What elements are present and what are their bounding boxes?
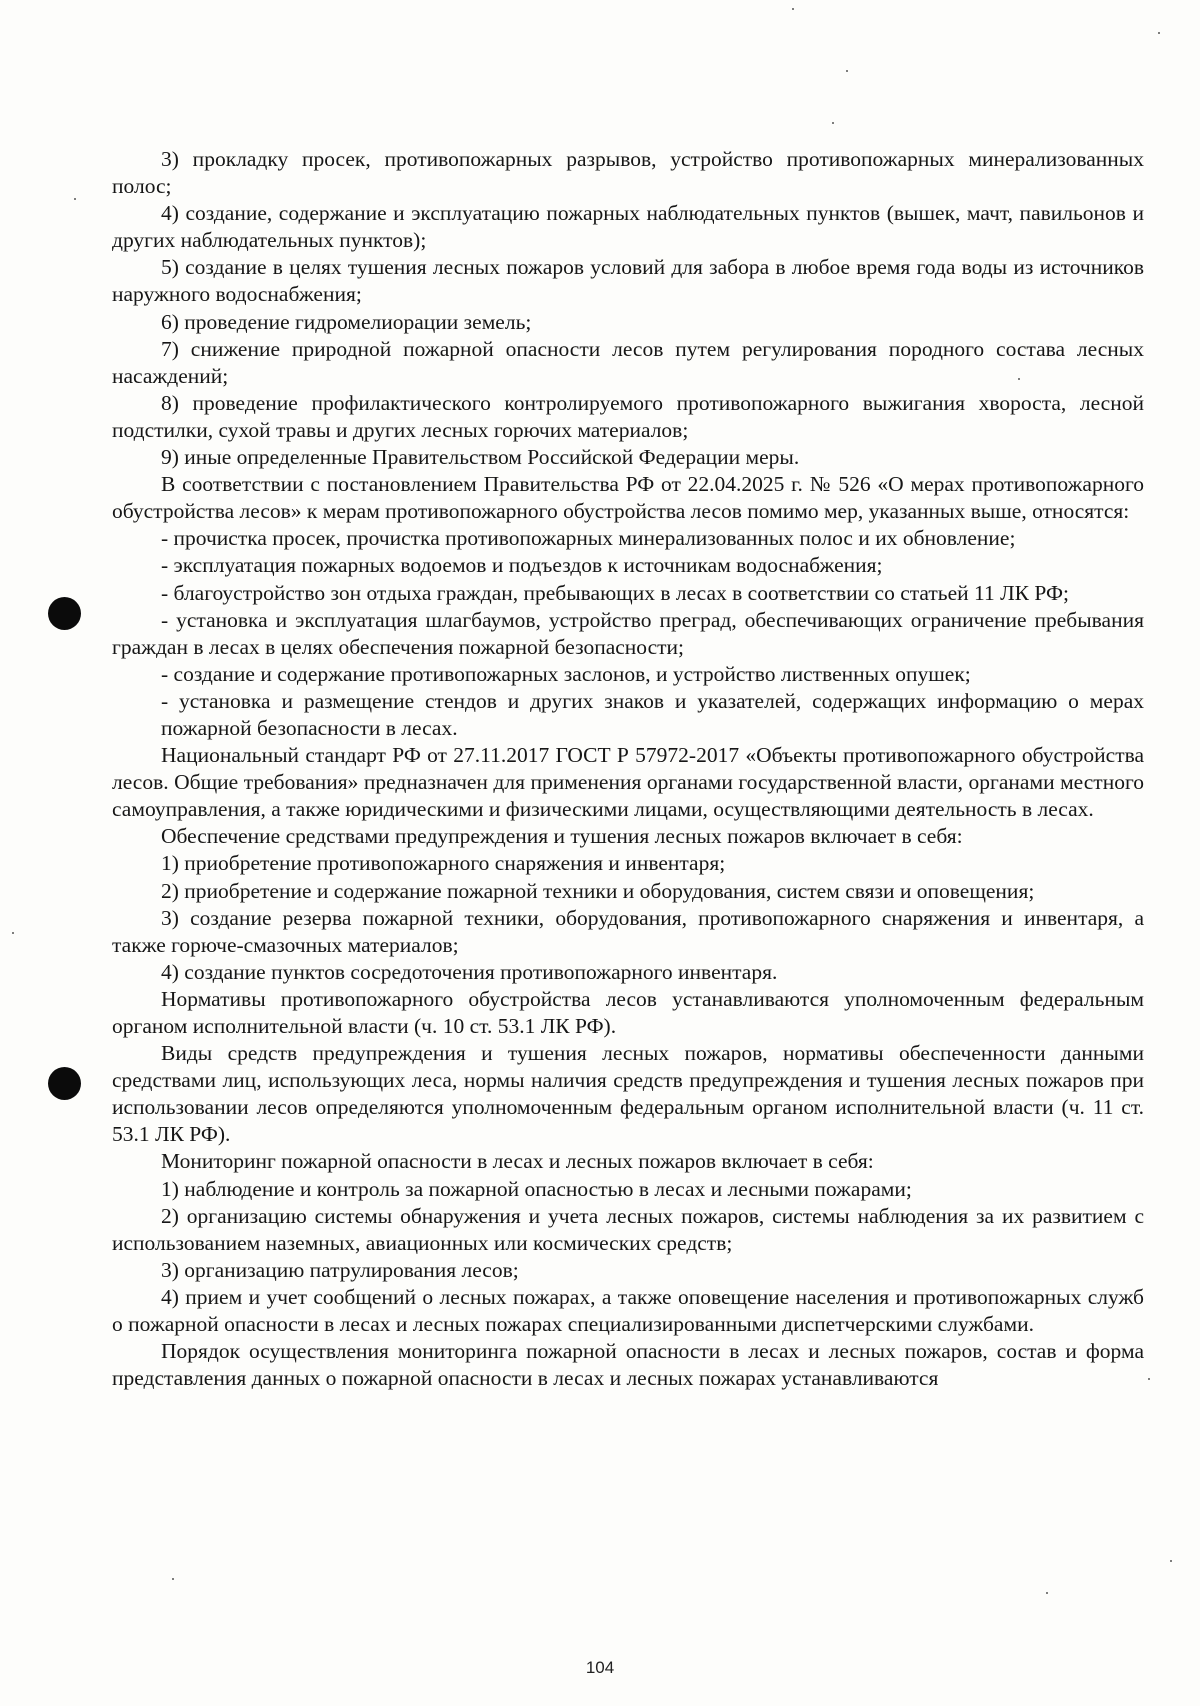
paragraph: 2) приобретение и содержание пожарной техники и оборудования, систем связи и оповещения; xyxy=(161,878,1035,903)
paragraph: Мониторинг пожарной опасности в лесах и лесных пожаров включает в себя: xyxy=(161,1149,874,1174)
paragraph: 6) проведение гидромелиорации земель; xyxy=(161,309,532,334)
list-item: - создание и содержание противопожарных заслонов, и устройство лиственных опушек; xyxy=(161,661,971,686)
scan-speck xyxy=(1148,1378,1150,1380)
document-body xyxy=(112,146,1144,1392)
paragraph: 5) создание в целях тушения лесных пожаров условий для забора в любое время года воды из источников наружного водоснабжения; xyxy=(112,255,1144,307)
paragraph: 4) создание пунктов сосредоточения противопожарного инвентаря. xyxy=(161,959,778,984)
paragraph: 1) приобретение противопожарного снаряжения и инвентаря; xyxy=(161,851,726,876)
paragraph: 7) снижение природной пожарной опасности лесов путем регулирования породного состава лесных насаждений; xyxy=(112,336,1144,388)
scan-speck xyxy=(846,70,848,72)
paragraph: Национальный стандарт РФ от 27.11.2017 ГОСТ Р 57972-2017 «Объекты противопожарного обустройства лесов. Общие требования» предназначен для применения органами государственной власти, органами местного самоуправления, а также юридическими и физическими лицами, осуществляющими деятельность в лесах. xyxy=(112,743,1144,822)
paragraph: 3) прокладку просек, противопожарных разрывов, устройство противопожарных минерализованных полос; xyxy=(112,147,1144,199)
scan-speck xyxy=(172,1578,174,1580)
paragraph: Виды средств предупреждения и тушения лесных пожаров, нормативы обеспеченности данными средствами лиц, использующих леса, нормы наличия средств предупреждения и тушения лесных пожаров при использовании лесов определяются уполномоченным федеральным органом исполнительной власти (ч. 11 ст. 53.1 ЛК РФ). xyxy=(112,1041,1144,1147)
paragraph: 3) создание резерва пожарной техники, оборудования, противопожарного снаряжения и инвентаря, а также горюче-смазочных материалов; xyxy=(112,905,1144,957)
scan-speck xyxy=(12,932,14,934)
paragraph: Нормативы противопожарного обустройства лесов устанавливаются уполномоченным федеральным органом исполнительной власти (ч. 10 ст. 53.1 ЛК РФ). xyxy=(112,986,1144,1038)
scan-speck xyxy=(1170,1560,1172,1562)
list-item: - установка и размещение стендов и других знаков и указателей, содержащих информацию о мерах пожарной безопасности в лесах. xyxy=(161,688,1144,740)
paragraph: В соответствии с постановлением Правительства РФ от 22.04.2025 г. № 526 «О мерах противопожарного обустройства лесов» к мерам противопожарного обустройства лесов помимо мер, указанных выше, относятся: xyxy=(112,472,1144,524)
paragraph: 9) иные определенные Правительством Российской Федерации меры. xyxy=(161,445,800,470)
punch-hole-mark xyxy=(48,1067,81,1100)
list-item: - прочистка просек, прочистка противопожарных минерализованных полос и их обновление; xyxy=(161,526,1016,551)
paragraph: 3) организацию патрулирования лесов; xyxy=(161,1257,519,1282)
paragraph: Обеспечение средствами предупреждения и тушения лесных пожаров включает в себя: xyxy=(161,824,963,849)
scan-speck xyxy=(792,8,794,10)
paragraph: 4) создание, содержание и эксплуатацию пожарных наблюдательных пунктов (вышек, мачт, павильонов и других наблюдательных пунктов); xyxy=(112,201,1144,253)
scan-speck xyxy=(74,198,76,200)
scan-speck xyxy=(1018,378,1020,380)
scan-speck xyxy=(832,122,834,124)
list-item: - эксплуатация пожарных водоемов и подъездов к источникам водоснабжения; xyxy=(161,553,883,578)
scan-speck xyxy=(1046,1592,1048,1594)
paragraph: 8) проведение профилактического контролируемого противопожарного выжигания хвороста, лесной подстилки, сухой травы и других лесных горючих материалов; xyxy=(112,390,1144,442)
punch-hole-mark xyxy=(48,597,81,630)
paragraph: Порядок осуществления мониторинга пожарной опасности в лесах и лесных пожаров, состав и форма представления данных о пожарной опасности в лесах и лесных пожарах устанавливаются xyxy=(112,1339,1144,1391)
paragraph: 1) наблюдение и контроль за пожарной опасностью в лесах и лесными пожарами; xyxy=(161,1176,912,1201)
page-number: 104 xyxy=(585,1658,615,1677)
paragraph: 4) прием и учет сообщений о лесных пожарах, а также оповещение населения и противопожарных служб о пожарной опасности в лесах и лесных пожарах специализированными диспетчерскими службами. xyxy=(112,1284,1144,1337)
list-item: - благоустройство зон отдыха граждан, пребывающих в лесах в соответствии со статьей 11 ЛК РФ; xyxy=(161,580,1069,605)
scan-speck xyxy=(1158,32,1160,34)
list-item: - установка и эксплуатация шлагбаумов, устройство преград, обеспечивающих ограничение пребывания граждан в лесах в целях обеспечения пожарной безопасности; xyxy=(112,607,1144,659)
paragraph: 2) организацию системы обнаружения и учета лесных пожаров, системы наблюдения за их развитием с использованием наземных, авиационных или космических средств; xyxy=(112,1203,1144,1255)
